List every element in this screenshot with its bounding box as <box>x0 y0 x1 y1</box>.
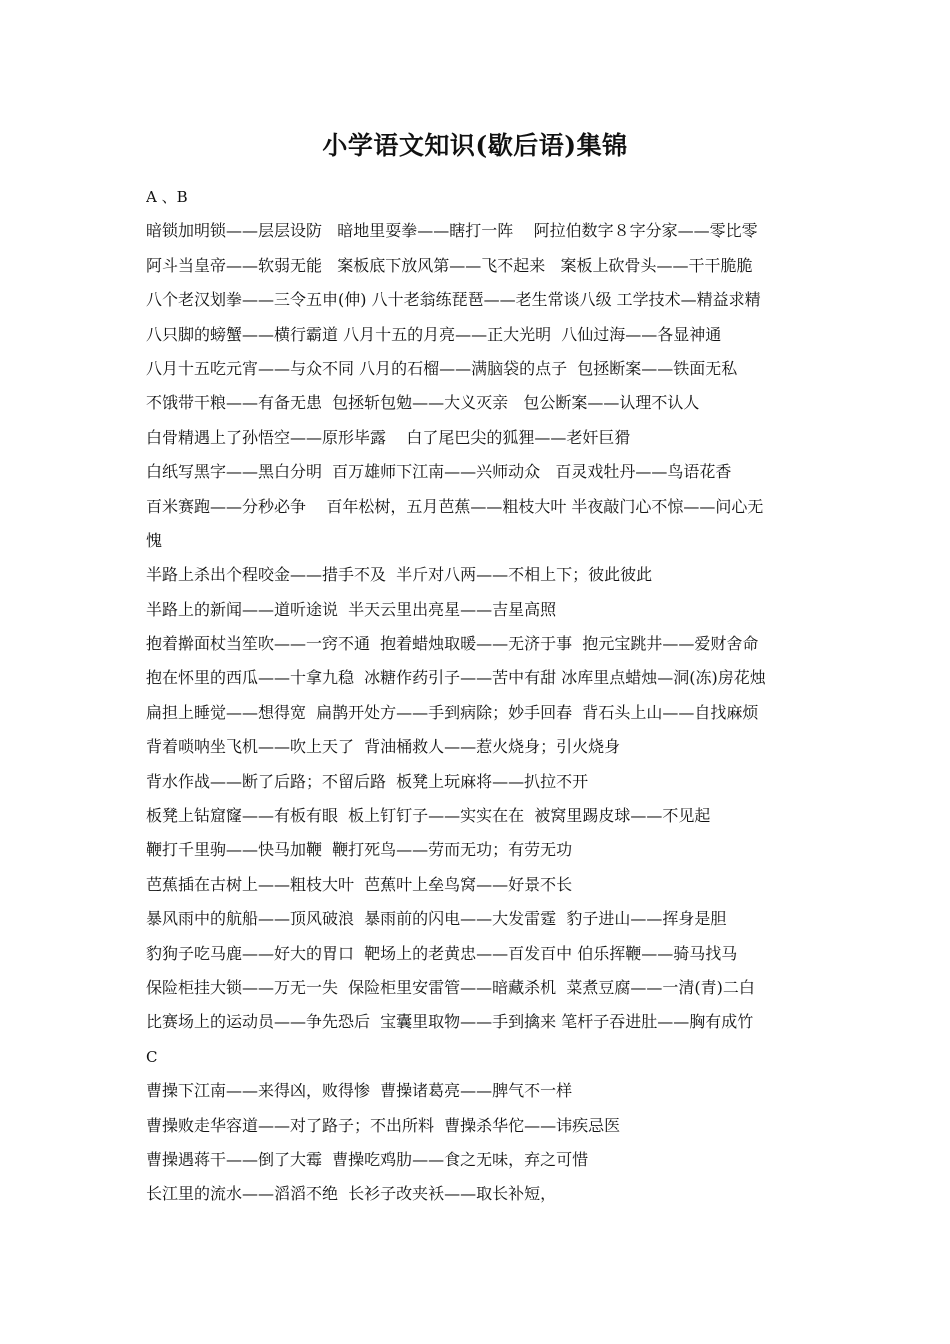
text-line: 八只脚的螃蟹——横行霸道 八月十五的月亮——正大光明 八仙过海——各显神通 <box>146 324 722 344</box>
text-line: 曹操败走华容道——对了路子；不出所料 曹操杀华佗——讳疾忌医 <box>146 1115 621 1135</box>
text-line: 扁担上睡觉——想得宽 扁鹊开处方——手到病除；妙手回春 背石头上山——自找麻烦 <box>146 702 759 722</box>
text-line: 保险柜挂大锁——万无一失 保险柜里安雷管——暗藏杀机 菜煮豆腐——一清(青)二白 <box>146 977 755 997</box>
text-line: 曹操遇蒋干——倒了大霉 曹操吃鸡肋——食之无味，弃之可惜 <box>146 1149 589 1169</box>
text-line: 抱在怀里的西瓜——十拿九稳 冰糖作药引子——苦中有甜 冰库里点蜡烛—洞(冻)房花烛 <box>146 668 766 688</box>
document-title: 小学语文知识(歇后语)集锦 <box>322 131 628 160</box>
text-line: 白骨精遇上了孙悟空——原形毕露 白了尾巴尖的狐狸——老奸巨猾 <box>146 427 631 447</box>
text-line: 芭蕉插在古树上——粗枝大叶 芭蕉叶上垒鸟窝——好景不长 <box>146 874 573 894</box>
text-line: 抱着擀面杖当笙吹——一窍不通 抱着蜡烛取暖——无济于事 抱元宝跳井——爱财舍命 <box>146 634 759 654</box>
text-line: 暴风雨中的航船——顶风破浪 暴雨前的闪电——大发雷霆 豹子进山——挥身是胆 <box>146 909 727 929</box>
text-line: 板凳上钻窟窿——有板有眼 板上钉钉子——实实在在 被窝里踢皮球——不见起 <box>146 806 711 826</box>
text-line: 愧 <box>146 530 163 550</box>
text-line: 白纸写黑字——黑白分明 百万雄师下江南——兴师动众 百灵戏牡丹——鸟语花香 <box>146 462 732 482</box>
section-heading-ab: A 、B <box>146 188 188 206</box>
text-line: 八个老汉划拳——三令五申(伸) 八十老翁练琵琶——老生常谈八级 工学技术—精益求精 <box>146 290 761 310</box>
document-body <box>146 180 826 1212</box>
text-line: 八月十五吃元宵——与众不同 八月的石榴——满脑袋的点子 包拯断案——铁面无私 <box>146 358 738 378</box>
text-line: 豹狗子吃马鹿——好大的胃口 靶场上的老黄忠——百发百中 伯乐挥鞭——骑马找马 <box>146 943 738 963</box>
text-line: 半路上的新闻——道听途说 半天云里出亮星——吉星高照 <box>146 599 557 619</box>
text-line: 暗锁加明锁——层层设防 暗地里耍拳——瞎打一阵 阿拉伯数字８字分家——零比零 <box>146 221 758 241</box>
text-line: 背着唢呐坐飞机——吹上天了 背油桶救人——惹火烧身；引火烧身 <box>146 737 621 757</box>
text-line: 百米赛跑——分秒必争 百年松树，五月芭蕉——粗枝大叶 半夜敲门心不惊——问心无 <box>146 496 764 516</box>
text-line: 不饿带干粮——有备无患 包拯斩包勉——大义灭亲 包公断案——认理不认人 <box>146 393 700 413</box>
text-line: 长江里的流水——滔滔不绝 长衫子改夹袄——取长补短， <box>146 1184 557 1204</box>
text-line: 半路上杀出个程咬金——措手不及 半斤对八两——不相上下；彼此彼此 <box>146 565 653 585</box>
text-line: 阿斗当皇帝——软弱无能 案板底下放风第——飞不起来 案板上砍骨头——干干脆脆 <box>146 255 753 275</box>
text-line: 曹操下江南——来得凶，败得惨 曹操诸葛亮——脾气不一样 <box>146 1081 573 1101</box>
text-line: 背水作战——断了后路；不留后路 板凳上玩麻将——扒拉不开 <box>146 771 589 791</box>
text-line: 比赛场上的运动员——争先恐后 宝囊里取物——手到擒来 笔杆子吞进肚——胸有成竹 <box>146 1012 754 1032</box>
text-line: 鞭打千里驹——快马加鞭 鞭打死鸟——劳而无功；有劳无功 <box>146 840 573 860</box>
section-heading-c: C <box>146 1047 158 1066</box>
